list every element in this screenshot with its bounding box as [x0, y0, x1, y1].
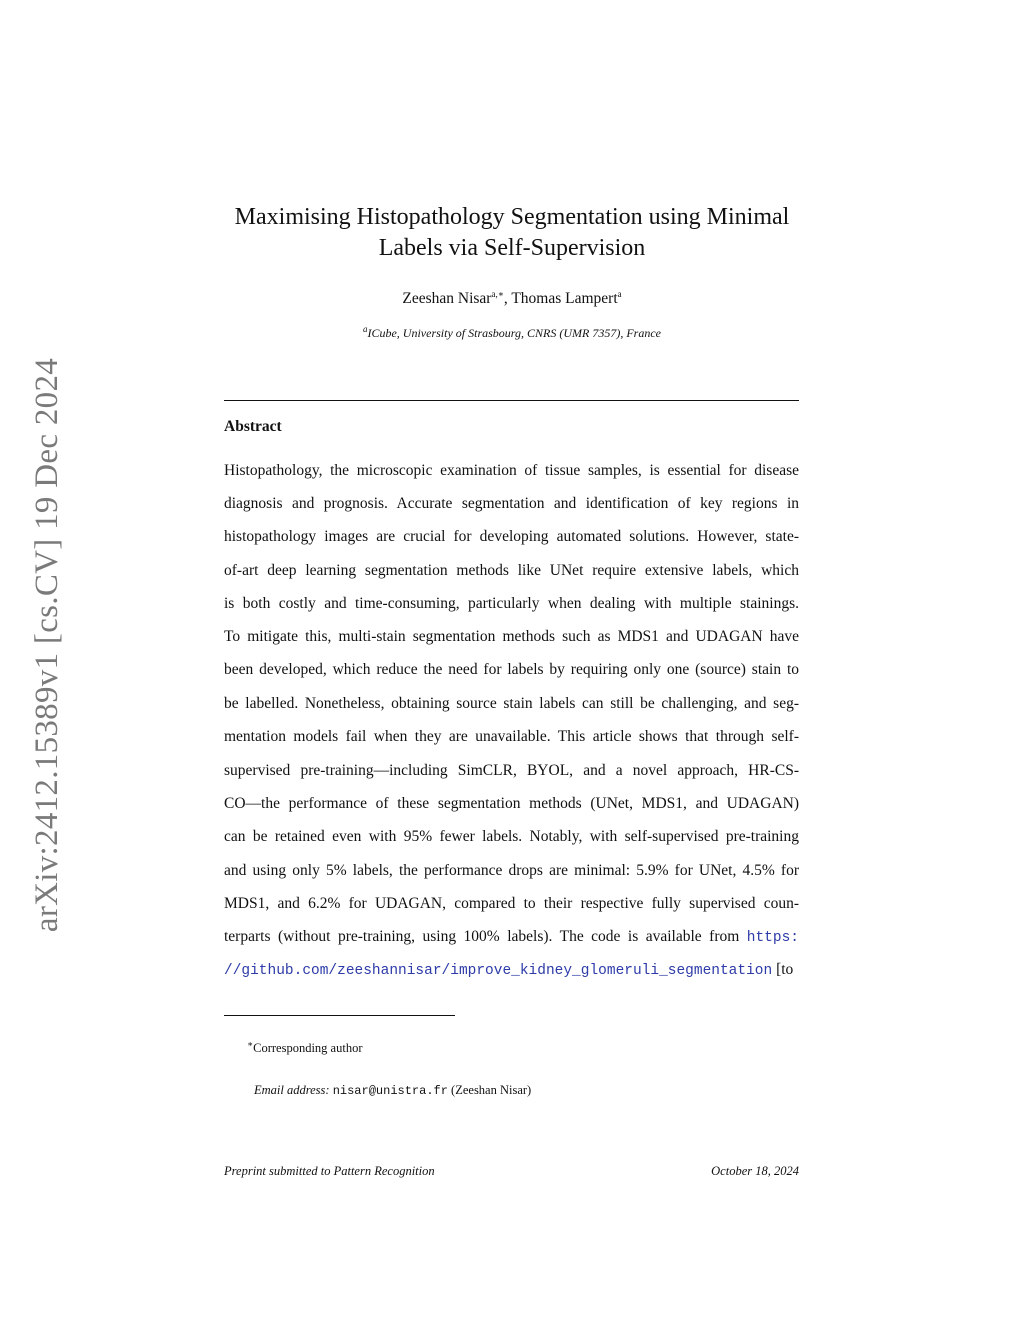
abstract-line: and using only 5% labels, the performance drops are minimal: 5.9% for UNet, 4.5% for [224, 862, 799, 879]
abstract-line: been developed, which reduce the need for labels by requiring only one (source) stain to [224, 661, 799, 678]
email-owner: (Zeeshan Nisar) [447, 1083, 532, 1097]
abstract-line-with-link [224, 926, 799, 948]
author-name-1: Zeeshan Nisar [402, 290, 492, 307]
paper-title [200, 202, 824, 264]
title-line-1: Maximising Histopathology Segmentation using Minimal [234, 204, 790, 230]
abstract-top-rule [224, 400, 799, 401]
abstract-trailing-text: [to [772, 961, 794, 978]
title-line-2: Labels via Self-Supervision [378, 235, 646, 261]
code-link-part-2[interactable]: //github.com/zeeshannisar/improve_kidney_glomeruli_segmentation [224, 963, 773, 979]
author-mark-1: a,∗ [491, 288, 504, 299]
affiliation-text: ICube, University of Strasbourg, CNRS (UMR 7357), France [367, 326, 662, 340]
abstract-line: be labelled. Nonetheless, obtaining source stain labels can still be challenging, and seg- [224, 695, 799, 712]
abstract-line: mentation models fail when they are unavailable. This article shows that through self- [224, 728, 799, 745]
corresponding-author-footnote [247, 1040, 362, 1056]
corresponding-mark: ∗ [247, 1038, 254, 1049]
code-link-part-1[interactable]: https: [746, 930, 799, 946]
abstract-line: can be retained even with 95% fewer labels. Notably, with self-supervised pre-training [224, 828, 799, 845]
email-footnote [254, 1082, 531, 1099]
abstract-line: histopathology images are crucial for developing automated solutions. However, state- [224, 528, 799, 545]
author-name-2: Thomas Lampert [511, 290, 618, 307]
affiliation-mark: a [362, 324, 368, 334]
abstract-line: diagnosis and prognosis. Accurate segmentation and identification of key regions in [224, 495, 799, 512]
email-address-link[interactable]: nisar@unistra.fr [332, 1084, 448, 1098]
abstract-line: is both costly and time-consuming, particularly when dealing with multiple stainings. [224, 595, 799, 612]
arxiv-stamp: arXiv:2412.15389v1 [cs.CV] 19 Dec 2024 [29, 357, 65, 933]
email-label: Email address: [254, 1083, 330, 1097]
abstract-line: To mitigate this, multi-stain segmentation methods such as MDS1 and UDAGAN have [224, 628, 799, 645]
author-mark-2: a [617, 288, 622, 299]
abstract-line: of-art deep learning segmentation methods like UNet require extensive labels, which [224, 562, 799, 579]
abstract-line: CO—the performance of these segmentation methods (UNet, MDS1, and UDAGAN) [224, 795, 799, 812]
author-list [200, 289, 824, 309]
footer-date: October 18, 2024 [711, 1164, 799, 1178]
abstract-line: supervised pre-training—including SimCLR, BYOL, and a novel approach, HR-CS- [224, 762, 799, 779]
corresponding-text: Corresponding author [253, 1041, 363, 1055]
footnote-rule [224, 1015, 455, 1016]
affiliation [200, 325, 824, 341]
author-separator: , [503, 290, 512, 307]
footer-preprint-note: Preprint submitted to Pattern Recognition [224, 1164, 435, 1178]
abstract-link-line [224, 959, 799, 981]
abstract-line: MDS1, and 6.2% for UDAGAN, compared to their respective fully supervised coun- [224, 895, 799, 912]
abstract-line: Histopathology, the microscopic examination of tissue samples, is essential for disease [224, 462, 799, 479]
abstract-line-text: terparts (without pre-training, using 100% labels). The code is available from [224, 928, 740, 945]
abstract-heading: Abstract [224, 418, 282, 435]
